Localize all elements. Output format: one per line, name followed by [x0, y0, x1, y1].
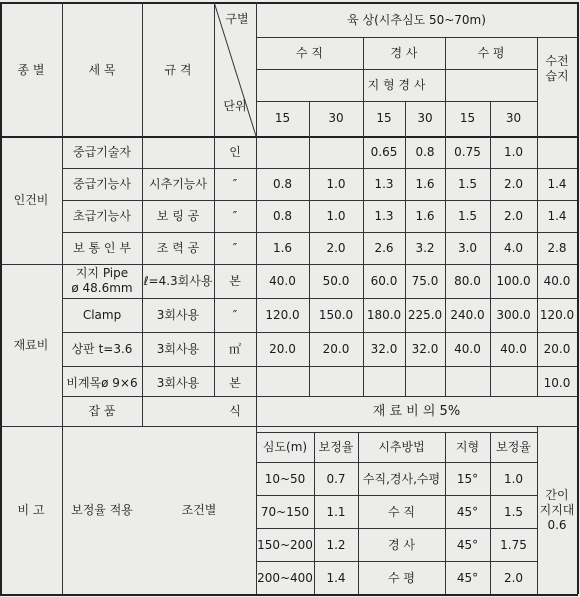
material-value — [309, 366, 363, 400]
note-cell: 200~400 — [257, 570, 313, 585]
grid-line — [363, 37, 364, 396]
grid-line — [0, 426, 577, 427]
labor-spec: 보 링 공 — [156, 208, 200, 223]
angle-2: 30 — [328, 111, 344, 125]
header-spec: 규 격 — [164, 62, 192, 77]
material-item: 지지 Pipe ø 48.6mm — [71, 266, 133, 295]
labor-value: 3.0 — [457, 240, 478, 255]
labor-value — [309, 136, 363, 168]
angle-3: 15 — [376, 111, 392, 125]
grid-line — [256, 37, 577, 38]
misc-text: 재 료 비 의 5% — [372, 403, 461, 419]
labor-value: 3.2 — [415, 240, 435, 255]
note-side: 간이 지지대 0.6 — [539, 487, 575, 532]
note-cell: 1.75 — [500, 537, 527, 552]
note-header: 지형 — [455, 439, 480, 454]
labor-value: 1.6 — [415, 208, 435, 223]
misc-unit: 식 — [229, 403, 241, 418]
grid-line — [490, 432, 491, 594]
material-value: 300.0 — [496, 307, 531, 322]
labor-value: 0.8 — [272, 176, 293, 191]
labor-value: 0.75 — [454, 144, 481, 159]
material-value: 20.0 — [269, 341, 296, 356]
group-note: 비 고 — [17, 502, 45, 517]
material-value — [256, 366, 309, 400]
labor-unit: ″ — [232, 208, 238, 223]
labor-value: 2.0 — [326, 240, 346, 255]
grid-line — [256, 561, 537, 562]
labor-spec: 시추기능사 — [149, 176, 207, 191]
labor-value: 2.0 — [503, 208, 524, 223]
grid-line — [62, 396, 577, 397]
material-unit: 본 — [229, 375, 241, 390]
header-underwater: 수전 습지 — [545, 54, 569, 83]
material-spec: 3회사용 — [156, 375, 200, 390]
note-item: 보정율 적용 — [71, 502, 133, 517]
labor-value: 2.0 — [503, 176, 524, 191]
grid-line — [256, 528, 537, 529]
labor-value: 1.5 — [457, 208, 478, 223]
header-item: 세 목 — [88, 62, 116, 77]
labor-value: 1.6 — [415, 176, 435, 191]
note-cell: 2.0 — [503, 570, 524, 585]
grid-line — [309, 101, 310, 396]
grid-line — [405, 101, 406, 396]
material-value: 40.0 — [454, 341, 481, 356]
note-cell: 45° — [456, 504, 479, 519]
note-header: 시추방법 — [378, 439, 425, 454]
material-value: 100.0 — [496, 273, 531, 288]
grid-line — [256, 101, 537, 102]
note-cell: 15° — [456, 471, 479, 486]
labor-unit: ″ — [232, 240, 238, 255]
grid-line — [142, 2, 143, 426]
material-value: 60.0 — [370, 273, 398, 288]
labor-spec — [142, 136, 214, 168]
labor-value: 0.8 — [272, 208, 293, 223]
labor-value: 0.8 — [415, 144, 435, 159]
grid-line — [62, 168, 577, 169]
note-header: 심도(m) — [262, 439, 308, 454]
labor-value: 1.0 — [326, 176, 346, 191]
labor-value: 2.8 — [547, 240, 567, 255]
material-value: 40.0 — [500, 341, 527, 356]
labor-unit: ″ — [232, 176, 238, 191]
material-value — [405, 366, 445, 400]
labor-value: 1.6 — [272, 240, 293, 255]
material-value: 150.0 — [318, 307, 354, 322]
grid-line — [0, 594, 578, 596]
header-terrain-slope: 지 형 경 사 — [367, 77, 426, 92]
labor-value: 1.0 — [326, 208, 346, 223]
header-slope: 경 사 — [390, 45, 418, 60]
grid-line — [256, 495, 537, 496]
material-value: 20.0 — [543, 341, 571, 356]
material-value: 80.0 — [454, 273, 481, 288]
header-diagonal — [214, 2, 256, 136]
note-cell: 45° — [456, 537, 479, 552]
material-value: 75.0 — [411, 273, 439, 288]
angle-4: 30 — [417, 111, 433, 125]
material-unit: ″ — [232, 307, 238, 322]
labor-value: 0.65 — [370, 144, 398, 159]
header-horizontal: 수 평 — [477, 45, 505, 60]
note-cell: 수 직 — [388, 504, 415, 519]
group-labor: 인건비 — [13, 192, 49, 207]
grid-line — [256, 69, 537, 70]
labor-item: 중급기능사 — [73, 176, 131, 191]
labor-spec: 조 력 공 — [156, 240, 200, 255]
labor-item: 보 통 인 부 — [73, 240, 131, 255]
note-cell: 1.2 — [326, 537, 346, 552]
labor-item: 초급기능사 — [73, 208, 131, 223]
grid-line — [0, 2, 578, 4]
header-unit: 단위 — [223, 98, 247, 113]
material-value: 20.0 — [322, 341, 350, 356]
note-header: 보정율 — [318, 439, 354, 454]
note-cell: 1.4 — [326, 570, 346, 585]
grid-line — [537, 426, 538, 594]
material-spec: 3회사용 — [156, 307, 200, 322]
grid-line — [358, 432, 359, 594]
grid-line — [490, 101, 491, 396]
material-unit: ㎡ — [228, 341, 241, 356]
note-header: 보정율 — [496, 439, 531, 454]
note-cell: 수 평 — [388, 570, 415, 585]
grid-line — [62, 200, 577, 201]
material-value: 225.0 — [407, 307, 443, 322]
material-value — [363, 366, 405, 400]
material-value: 120.0 — [265, 307, 300, 322]
grid-line — [577, 2, 579, 594]
material-value — [445, 366, 490, 400]
labor-value: 1.0 — [503, 144, 524, 159]
grid-line — [256, 462, 537, 463]
material-value: 50.0 — [322, 273, 350, 288]
grid-line — [0, 264, 577, 265]
material-value: 40.0 — [543, 273, 571, 288]
labor-value: 1.3 — [374, 176, 394, 191]
grid-line — [62, 298, 577, 299]
grid-line — [0, 136, 578, 138]
grid-line — [256, 432, 537, 433]
material-spec: 3회사용 — [156, 341, 200, 356]
labor-unit: 인 — [229, 144, 241, 159]
note-cell: 경 사 — [388, 537, 415, 552]
grid-line — [62, 332, 577, 333]
grid-line — [0, 2, 2, 594]
labor-value: 1.5 — [457, 176, 478, 191]
material-value: 120.0 — [539, 307, 575, 322]
material-item: 비계목ø 9×6 — [66, 375, 138, 390]
material-item: 상판 t=3.6 — [71, 341, 133, 356]
header-section: 구별 — [225, 11, 249, 26]
material-value: 32.0 — [370, 341, 398, 356]
note-cell: 1.0 — [503, 471, 524, 486]
grid-line — [445, 37, 446, 396]
grid-line — [62, 232, 577, 233]
note-spec: 조건별 — [181, 502, 217, 517]
grid-line — [537, 37, 538, 396]
angle-6: 30 — [505, 111, 522, 125]
grid-line — [314, 432, 315, 594]
misc-item: 잡 품 — [88, 403, 116, 418]
labor-value: 1.4 — [547, 208, 567, 223]
material-value — [490, 366, 537, 400]
labor-value: 4.0 — [503, 240, 524, 255]
angle-1: 15 — [274, 111, 291, 125]
material-item: Clamp — [82, 307, 122, 322]
labor-value — [537, 136, 577, 168]
header-land: 육 상(시추심도 50~70m) — [347, 12, 486, 27]
note-cell: 45° — [456, 570, 479, 585]
note-cell: 수직,경사,수평 — [362, 471, 441, 486]
header-vertical: 수 직 — [296, 45, 323, 60]
material-value: 32.0 — [411, 341, 439, 356]
note-cell: 0.7 — [326, 471, 346, 486]
grid-line — [445, 432, 446, 594]
note-cell: 150~200 — [257, 537, 313, 552]
grid-line — [62, 366, 577, 367]
labor-item: 중급기술자 — [73, 144, 131, 159]
labor-value — [256, 136, 309, 168]
header-category: 종 별 — [17, 62, 45, 77]
group-material: 재료비 — [13, 337, 49, 352]
note-cell: 70~150 — [260, 504, 310, 519]
material-unit: 본 — [229, 273, 241, 288]
angle-5: 15 — [459, 111, 476, 125]
material-value: 180.0 — [366, 307, 402, 322]
material-spec: ℓ=4.3회사용 — [143, 273, 213, 288]
note-cell: 10~50 — [264, 471, 306, 486]
labor-value: 1.4 — [547, 176, 567, 191]
labor-value: 1.3 — [374, 208, 394, 223]
labor-value: 2.6 — [374, 240, 394, 255]
note-cell: 1.1 — [326, 504, 346, 519]
note-cell: 1.5 — [503, 504, 524, 519]
material-value: 10.0 — [543, 375, 571, 390]
material-value: 40.0 — [269, 273, 296, 288]
material-value: 240.0 — [450, 307, 485, 322]
